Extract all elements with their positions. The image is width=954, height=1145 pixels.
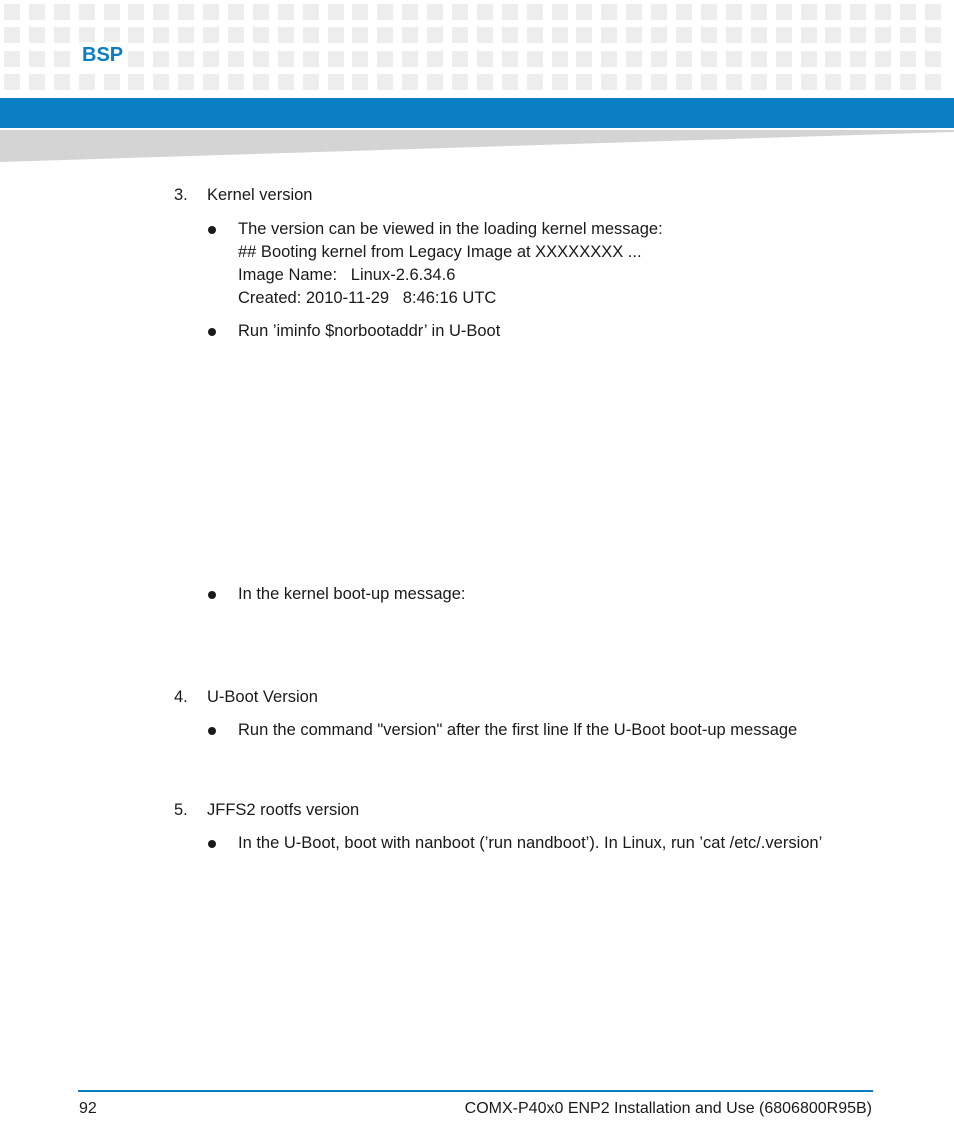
pattern-square bbox=[801, 74, 817, 90]
pattern-square bbox=[651, 27, 667, 43]
pattern-square bbox=[552, 51, 568, 67]
pattern-square bbox=[278, 27, 294, 43]
pattern-square bbox=[303, 51, 319, 67]
pattern-square bbox=[825, 74, 841, 90]
pattern-square bbox=[502, 4, 518, 20]
bullet-icon bbox=[208, 328, 216, 336]
pattern-square bbox=[576, 4, 592, 20]
pattern-square bbox=[651, 51, 667, 67]
pattern-square bbox=[825, 27, 841, 43]
pattern-square bbox=[54, 27, 70, 43]
pattern-square bbox=[352, 51, 368, 67]
pattern-square bbox=[701, 51, 717, 67]
pattern-square bbox=[178, 74, 194, 90]
item-5-bullet-1: In the U-Boot, boot with nanboot (’run nandboot’). In Linux, run ’cat /etc/.version’ bbox=[238, 834, 823, 852]
pattern-square bbox=[477, 4, 493, 20]
pattern-square bbox=[726, 51, 742, 67]
pattern-square bbox=[128, 51, 144, 67]
pattern-square bbox=[626, 4, 642, 20]
item-5-title: JFFS2 rootfs version bbox=[207, 801, 360, 819]
pattern-square bbox=[29, 74, 45, 90]
pattern-square bbox=[352, 27, 368, 43]
pattern-square bbox=[900, 4, 916, 20]
pattern-square bbox=[676, 74, 692, 90]
pattern-square bbox=[427, 4, 443, 20]
pattern-square bbox=[402, 27, 418, 43]
item-3-bullet-3: In the kernel boot-up message: bbox=[238, 585, 466, 603]
bullet-icon bbox=[208, 727, 216, 735]
pattern-square bbox=[178, 27, 194, 43]
pattern-square bbox=[477, 27, 493, 43]
pattern-square bbox=[576, 51, 592, 67]
item-4-bullet-1: Run the command "version" after the first line lf the U-Boot boot-up message bbox=[238, 721, 798, 739]
pattern-square bbox=[153, 27, 169, 43]
pattern-square bbox=[303, 4, 319, 20]
pattern-square bbox=[552, 4, 568, 20]
pattern-square bbox=[104, 27, 120, 43]
item-4-title: U-Boot Version bbox=[207, 688, 318, 706]
item-5-number: 5. bbox=[174, 801, 188, 819]
header-grey-wedge bbox=[0, 130, 954, 164]
pattern-square bbox=[402, 74, 418, 90]
page-number: 92 bbox=[79, 1100, 97, 1117]
bullet-icon bbox=[208, 226, 216, 234]
pattern-square bbox=[726, 27, 742, 43]
pattern-square bbox=[253, 51, 269, 67]
pattern-square bbox=[4, 74, 20, 90]
pattern-square bbox=[502, 27, 518, 43]
pattern-square bbox=[54, 4, 70, 20]
pattern-square bbox=[751, 27, 767, 43]
pattern-square bbox=[601, 51, 617, 67]
pattern-square bbox=[776, 4, 792, 20]
pattern-square bbox=[552, 74, 568, 90]
pattern-square bbox=[576, 27, 592, 43]
item-3-bullet-1-line-2: ## Booting kernel from Legacy Image at XXXXXXXX ... bbox=[238, 243, 642, 261]
pattern-square bbox=[601, 74, 617, 90]
pattern-square bbox=[527, 4, 543, 20]
item-3-number: 3. bbox=[174, 186, 188, 204]
pattern-square bbox=[253, 4, 269, 20]
pattern-square bbox=[303, 27, 319, 43]
pattern-square bbox=[875, 74, 891, 90]
section-title: BSP bbox=[78, 42, 127, 68]
pattern-square bbox=[776, 27, 792, 43]
pattern-square bbox=[4, 4, 20, 20]
pattern-square bbox=[402, 51, 418, 67]
pattern-square bbox=[701, 27, 717, 43]
pattern-square bbox=[104, 4, 120, 20]
pattern-square bbox=[377, 27, 393, 43]
pattern-square bbox=[79, 74, 95, 90]
pattern-square bbox=[228, 27, 244, 43]
pattern-square bbox=[875, 4, 891, 20]
pattern-square bbox=[377, 74, 393, 90]
pattern-square bbox=[79, 27, 95, 43]
pattern-square bbox=[178, 51, 194, 67]
pattern-square bbox=[352, 74, 368, 90]
pattern-square bbox=[850, 51, 866, 67]
pattern-square bbox=[253, 74, 269, 90]
pattern-square bbox=[328, 51, 344, 67]
pattern-square bbox=[228, 51, 244, 67]
item-3-bullet-2: Run ’iminfo $norbootaddr’ in U-Boot bbox=[238, 322, 501, 340]
pattern-square bbox=[203, 4, 219, 20]
pattern-square bbox=[552, 27, 568, 43]
header-pattern-grid bbox=[4, 4, 954, 92]
pattern-square bbox=[751, 4, 767, 20]
pattern-square bbox=[626, 51, 642, 67]
pattern-square bbox=[850, 4, 866, 20]
pattern-square bbox=[203, 74, 219, 90]
pattern-square bbox=[875, 51, 891, 67]
pattern-square bbox=[726, 74, 742, 90]
pattern-square bbox=[850, 74, 866, 90]
document-title: COMX-P40x0 ENP2 Installation and Use (6806800R95B) bbox=[464, 1100, 872, 1117]
pattern-square bbox=[751, 74, 767, 90]
pattern-square bbox=[527, 74, 543, 90]
pattern-square bbox=[801, 27, 817, 43]
pattern-square bbox=[651, 74, 667, 90]
item-3-bullet-1-line-4: Created: 2010-11-29 8:46:16 UTC bbox=[238, 289, 497, 307]
pattern-square bbox=[477, 51, 493, 67]
pattern-square bbox=[352, 4, 368, 20]
pattern-square bbox=[128, 27, 144, 43]
pattern-square bbox=[651, 4, 667, 20]
pattern-square bbox=[228, 74, 244, 90]
pattern-square bbox=[576, 74, 592, 90]
pattern-square bbox=[527, 51, 543, 67]
pattern-square bbox=[900, 74, 916, 90]
pattern-square bbox=[452, 51, 468, 67]
pattern-square bbox=[4, 51, 20, 67]
pattern-square bbox=[153, 74, 169, 90]
pattern-square bbox=[626, 27, 642, 43]
pattern-square bbox=[54, 51, 70, 67]
pattern-square bbox=[701, 4, 717, 20]
pattern-square bbox=[502, 74, 518, 90]
pattern-square bbox=[328, 4, 344, 20]
pattern-square bbox=[203, 51, 219, 67]
pattern-square bbox=[328, 74, 344, 90]
pattern-square bbox=[925, 74, 941, 90]
pattern-square bbox=[29, 4, 45, 20]
item-3-title: Kernel version bbox=[207, 186, 313, 204]
pattern-square bbox=[502, 51, 518, 67]
pattern-square bbox=[900, 27, 916, 43]
pattern-square bbox=[801, 4, 817, 20]
pattern-square bbox=[278, 51, 294, 67]
pattern-square bbox=[253, 27, 269, 43]
pattern-square bbox=[676, 27, 692, 43]
pattern-square bbox=[427, 27, 443, 43]
footer-rule bbox=[78, 1090, 873, 1092]
pattern-square bbox=[452, 74, 468, 90]
pattern-square bbox=[303, 74, 319, 90]
pattern-square bbox=[875, 27, 891, 43]
bullet-icon bbox=[208, 591, 216, 599]
pattern-square bbox=[601, 27, 617, 43]
pattern-square bbox=[128, 4, 144, 20]
pattern-square bbox=[776, 74, 792, 90]
bullet-icon bbox=[208, 840, 216, 848]
pattern-square bbox=[477, 74, 493, 90]
pattern-square bbox=[527, 27, 543, 43]
pattern-square bbox=[626, 74, 642, 90]
pattern-square bbox=[900, 51, 916, 67]
pattern-square bbox=[178, 4, 194, 20]
pattern-square bbox=[801, 51, 817, 67]
item-3-bullet-1-line-3: Image Name: Linux-2.6.34.6 bbox=[238, 266, 456, 284]
pattern-square bbox=[427, 51, 443, 67]
pattern-square bbox=[328, 27, 344, 43]
pattern-square bbox=[4, 27, 20, 43]
pattern-square bbox=[377, 4, 393, 20]
pattern-square bbox=[79, 4, 95, 20]
pattern-square bbox=[751, 51, 767, 67]
pattern-square bbox=[402, 4, 418, 20]
pattern-square bbox=[925, 51, 941, 67]
pattern-square bbox=[29, 51, 45, 67]
pattern-square bbox=[850, 27, 866, 43]
pattern-square bbox=[701, 74, 717, 90]
pattern-square bbox=[452, 27, 468, 43]
pattern-square bbox=[153, 4, 169, 20]
pattern-square bbox=[776, 51, 792, 67]
pattern-square bbox=[377, 51, 393, 67]
header-pattern bbox=[0, 0, 954, 96]
header-blue-band bbox=[0, 98, 954, 128]
pattern-square bbox=[128, 74, 144, 90]
item-3-bullet-1-line-1: The version can be viewed in the loading kernel message: bbox=[238, 220, 663, 238]
pattern-square bbox=[29, 27, 45, 43]
pattern-square bbox=[278, 4, 294, 20]
pattern-square bbox=[54, 74, 70, 90]
pattern-square bbox=[228, 4, 244, 20]
pattern-square bbox=[203, 27, 219, 43]
pattern-square bbox=[676, 4, 692, 20]
pattern-square bbox=[427, 74, 443, 90]
pattern-square bbox=[601, 4, 617, 20]
pattern-square bbox=[825, 51, 841, 67]
pattern-square bbox=[726, 4, 742, 20]
pattern-square bbox=[925, 27, 941, 43]
pattern-square bbox=[825, 4, 841, 20]
pattern-square bbox=[278, 74, 294, 90]
pattern-square bbox=[452, 4, 468, 20]
item-4-number: 4. bbox=[174, 688, 188, 706]
pattern-square bbox=[153, 51, 169, 67]
pattern-square bbox=[925, 4, 941, 20]
pattern-square bbox=[676, 51, 692, 67]
pattern-square bbox=[104, 74, 120, 90]
